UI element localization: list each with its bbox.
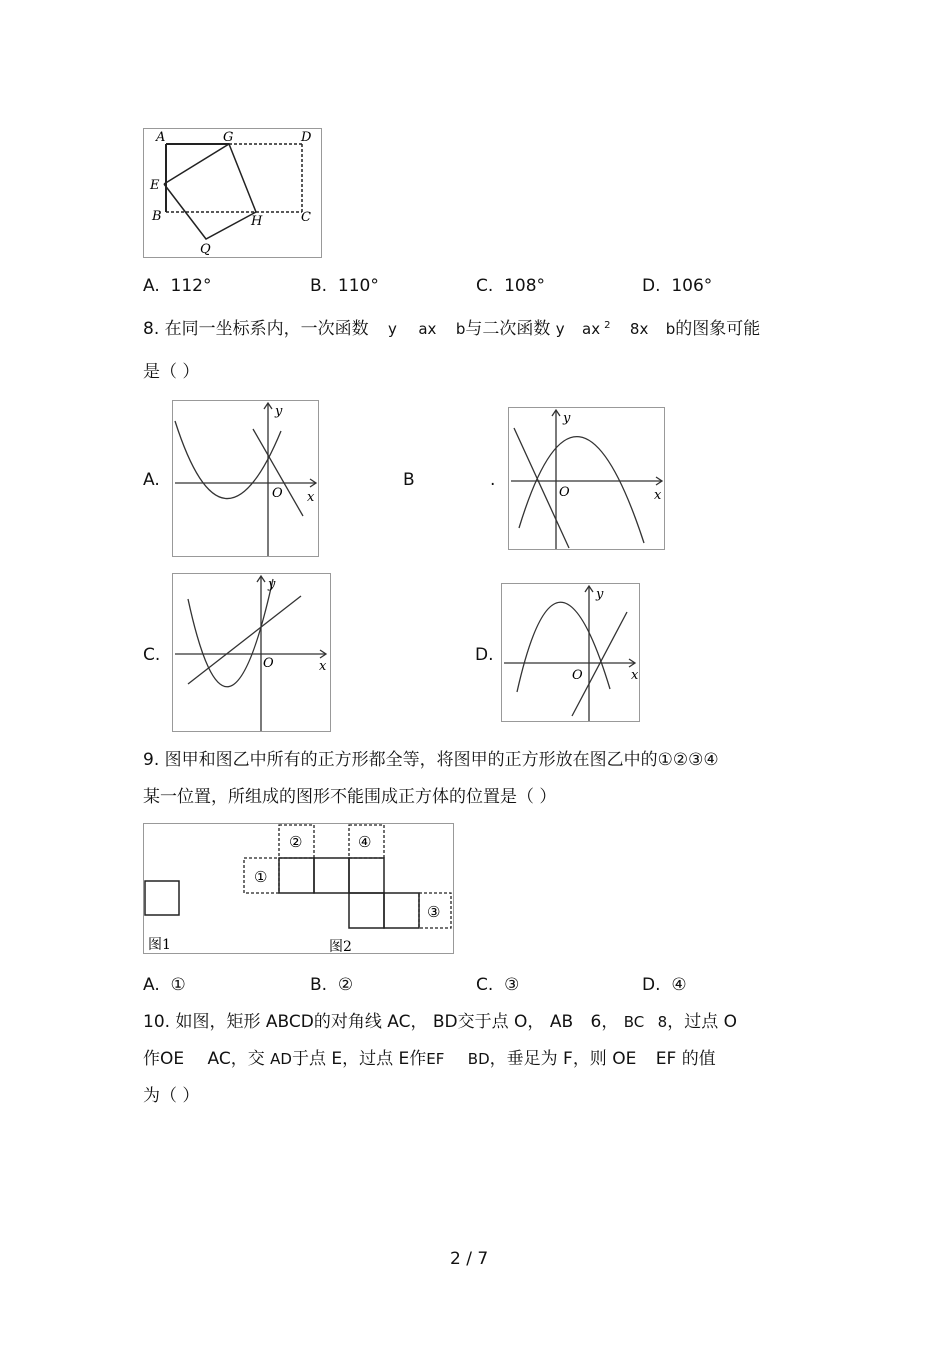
q10-text: ，垂足为 [489, 1049, 558, 1069]
option-letter: D. [642, 975, 661, 995]
q10-text: ， [527, 1012, 545, 1032]
axis-y-label: y [268, 577, 276, 592]
q10-math: EF [655, 1049, 677, 1069]
q10-math: AC [387, 1012, 411, 1032]
q10-math: OE [612, 1049, 637, 1069]
label-D: D [301, 130, 312, 145]
graph-d-svg [502, 584, 639, 721]
option-text: ③ [504, 975, 520, 995]
q10-math: 6 [590, 1012, 602, 1032]
q10-math: EF [426, 1050, 445, 1068]
q10-stem-line2 [143, 1049, 716, 1069]
axis-x-label: x [319, 659, 327, 674]
q9-stem-line2: 某一位置，所组成的图形不能围成正方体的位置是（ ） [143, 787, 557, 807]
q8-graph-c[interactable] [172, 573, 331, 732]
q8-f2-ax: ax [582, 320, 601, 338]
q9-option-d[interactable] [642, 975, 687, 995]
q8-graph-a[interactable] [172, 400, 319, 557]
label-E: E [150, 178, 160, 193]
page-number: 2 / 7 [450, 1249, 489, 1269]
q8-text-c: 的图象可能 [675, 319, 761, 339]
graph-a-svg [173, 401, 318, 556]
q10-math: E [398, 1049, 410, 1069]
option-text: ② [337, 975, 354, 995]
q10-text: 10. 如图，矩形 [143, 1012, 261, 1032]
q7-option-d[interactable] [642, 276, 712, 296]
axis-y-label: y [275, 404, 283, 419]
fig2-caption: 图2 [329, 939, 352, 953]
q10-math: O [723, 1012, 738, 1032]
q10-math: E [331, 1049, 343, 1069]
q10-stem-line1 [143, 1012, 737, 1032]
q8-stem-line1 [143, 319, 760, 342]
q8-f2-8x: 8x [629, 320, 649, 338]
q8-f2-b: b [665, 320, 676, 338]
mark-3: ③ [427, 903, 441, 921]
q10-text: ，过点 [667, 1012, 719, 1032]
graph-b-svg [509, 408, 664, 549]
label-A: A [156, 130, 166, 145]
axis-y-label: y [596, 587, 604, 602]
mark-1: ① [254, 868, 268, 886]
graph-c-svg [173, 574, 330, 731]
option-letter: C. [476, 975, 494, 995]
option-text: ④ [671, 975, 687, 995]
q8-option-b-dot: . [490, 470, 496, 490]
q7-option-a[interactable] [143, 276, 212, 296]
option-text: 112° [170, 276, 212, 296]
q9-option-a[interactable] [143, 975, 186, 995]
q8-f2-sup: 2 [604, 320, 611, 331]
q10-math: OE [160, 1049, 185, 1069]
origin-label: O [272, 486, 283, 501]
axis-x-label: x [654, 488, 662, 503]
q8-option-d-letter[interactable]: D. [475, 645, 494, 665]
q8-option-c-letter[interactable]: C. [143, 645, 161, 665]
q10-math: AB [549, 1012, 574, 1032]
axis-y-label: y [563, 411, 571, 426]
label-Q: Q [200, 242, 211, 257]
q8-option-a-letter[interactable]: A. [143, 470, 160, 490]
q9-net-svg [144, 824, 453, 953]
option-letter: A. [143, 975, 160, 995]
q10-math: O [514, 1012, 528, 1032]
q7-option-c[interactable] [476, 276, 545, 296]
q7-geometry-svg [144, 129, 321, 257]
q10-math: F [563, 1049, 573, 1069]
q8-f2-y: y [555, 320, 565, 338]
q10-text: 作 [143, 1049, 160, 1069]
q8-option-b-letter[interactable]: B [403, 470, 415, 490]
fig1-caption: 图1 [148, 937, 171, 953]
q10-text: 的对角线 [313, 1012, 382, 1032]
q8-graph-d[interactable] [501, 583, 640, 722]
q9-option-b[interactable] [310, 975, 353, 995]
option-letter: C. [476, 276, 494, 296]
axis-x-label: x [631, 668, 639, 683]
option-letter: B. [310, 276, 328, 296]
q7-option-b[interactable] [310, 276, 379, 296]
q10-math: BC [623, 1013, 645, 1031]
q9-figure [143, 823, 454, 954]
q10-math: BD [467, 1050, 490, 1068]
option-text: 106° [671, 276, 713, 296]
q10-text: 交于点 [457, 1012, 509, 1032]
axis-x-label: x [307, 490, 315, 505]
option-text: 110° [337, 276, 379, 296]
q10-math: ABCD [265, 1012, 314, 1032]
q8-stem-line2: 是（ ） [143, 362, 200, 382]
option-letter: B. [310, 975, 328, 995]
option-letter: D. [642, 276, 661, 296]
q10-text: ，过点 [342, 1049, 394, 1069]
q10-math: BD [432, 1012, 458, 1032]
q10-stem-line3: 为（ ） [143, 1086, 200, 1106]
q10-text: ，交 [230, 1049, 265, 1069]
option-text: 108° [504, 276, 546, 296]
q10-text: 的值 [681, 1049, 716, 1069]
q10-text: 于点 [291, 1049, 326, 1069]
q9-stem-line1: 9. 图甲和图乙中所有的正方形都全等，将图甲的正方形放在图乙中的①②③④ [143, 750, 719, 770]
label-B: B [152, 209, 162, 224]
origin-label: O [263, 656, 274, 671]
q8-text-a: 8. 在同一坐标系内，一次函数 [143, 319, 369, 339]
q10-text: ， [601, 1012, 619, 1032]
q8-text-b: 与二次函数 [465, 319, 551, 339]
q10-text: ，则 [572, 1049, 607, 1069]
origin-label: O [572, 668, 583, 683]
mark-4: ④ [358, 833, 372, 851]
q8-f1-b: b [455, 320, 466, 338]
option-text: ① [170, 975, 186, 995]
q10-math: 8 [657, 1013, 668, 1031]
q10-math: AC [207, 1049, 231, 1069]
q7-figure [143, 128, 322, 258]
q9-option-c[interactable] [476, 975, 519, 995]
q8-f1-y: y [388, 320, 397, 338]
q10-text: 作 [409, 1049, 427, 1069]
label-H: H [251, 214, 263, 229]
label-C: C [301, 210, 311, 225]
q10-math: AD [270, 1050, 292, 1068]
label-G: G [223, 130, 234, 145]
option-letter: A. [143, 276, 160, 296]
q8-graph-b[interactable] [508, 407, 665, 550]
q10-text: ， [410, 1012, 428, 1032]
mark-2: ② [289, 833, 303, 851]
origin-label: O [559, 485, 570, 500]
q8-f1-ax: ax [418, 320, 437, 338]
